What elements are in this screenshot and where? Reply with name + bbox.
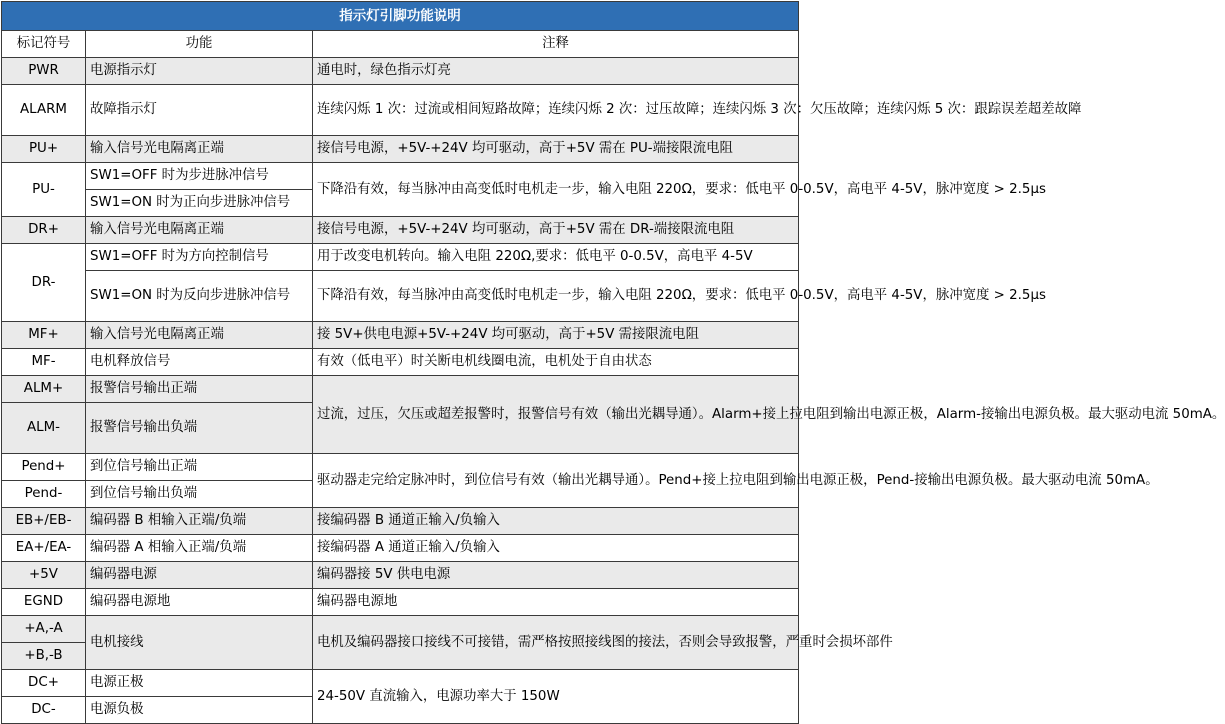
symbol-cell: MF+: [2, 322, 86, 349]
note-cell: 编码器接 5V 供电电源: [313, 562, 799, 589]
table-row: [2, 508, 799, 535]
header-symbol: 标记符号: [2, 31, 86, 58]
symbol-cell: +B,-B: [2, 643, 86, 670]
table-row: [2, 217, 799, 244]
symbol-cell: +A,-A: [2, 616, 86, 643]
note-cell: 电机及编码器接口接线不可接错，需严格按照接线图的接法，否则会导致报警，严重时会损坏部件: [313, 616, 799, 670]
symbol-cell: DR-: [2, 244, 86, 322]
note-cell: 连续闪烁 1 次：过流或相间短路故障；连续闪烁 2 次：过压故障；连续闪烁 3 次：欠压故障；连续闪烁 5 次：跟踪误差超差故障: [313, 85, 799, 136]
table-row: [2, 454, 799, 481]
function-cell: 电源负极: [86, 697, 313, 724]
function-cell: 报警信号输出负端: [86, 403, 313, 454]
table-row: [2, 58, 799, 85]
note-cell: 驱动器走完给定脉冲时，到位信号有效（输出光耦导通）。Pend+接上拉电阻到输出电源正极，Pend-接输出电源负极。最大驱动电流 50mA。: [313, 454, 799, 508]
note-cell: 24-50V 直流输入，电源功率大于 150W: [313, 670, 799, 724]
function-cell: 故障指示灯: [86, 85, 313, 136]
function-cell: SW1=ON 时为正向步进脉冲信号: [86, 190, 313, 217]
table-row: [2, 85, 799, 136]
table-row: [2, 535, 799, 562]
table-row: [2, 271, 799, 322]
function-cell: 编码器电源地: [86, 589, 313, 616]
symbol-cell: EA+/EA-: [2, 535, 86, 562]
pin-function-table: [1, 1, 1225, 724]
note-cell: 接信号电源，+5V-+24V 均可驱动，高于+5V 需在 PU-端接限流电阻: [313, 136, 799, 163]
note-cell: 编码器电源地: [313, 589, 799, 616]
table-row: [2, 136, 799, 163]
symbol-cell: ALM-: [2, 403, 86, 454]
function-cell: 编码器 A 相输入正端/负端: [86, 535, 313, 562]
table-title: 指示灯引脚功能说明: [2, 2, 799, 31]
note-cell: 下降沿有效，每当脉冲由高变低时电机走一步，输入电阻 220Ω，要求：低电平 0-0.5V，高电平 4-5V，脉冲宽度 > 2.5μs: [313, 163, 799, 217]
note-cell: 接编码器 A 通道正输入/负输入: [313, 535, 799, 562]
note-cell: 接信号电源，+5V-+24V 均可驱动，高于+5V 需在 DR-端接限流电阻: [313, 217, 799, 244]
function-cell: 电源指示灯: [86, 58, 313, 85]
symbol-cell: DR+: [2, 217, 86, 244]
function-cell: 电机释放信号: [86, 349, 313, 376]
symbol-cell: PU+: [2, 136, 86, 163]
function-cell: 电机接线: [86, 616, 313, 670]
function-cell: 输入信号光电隔离正端: [86, 217, 313, 244]
symbol-cell: PU-: [2, 163, 86, 217]
symbol-cell: EB+/EB-: [2, 508, 86, 535]
function-cell: SW1=OFF 时为方向控制信号: [86, 244, 313, 271]
table-row: [2, 322, 799, 349]
symbol-cell: DC-: [2, 697, 86, 724]
note-cell: 下降沿有效，每当脉冲由高变低时电机走一步，输入电阻 220Ω，要求：低电平 0-0.5V，高电平 4-5V，脉冲宽度 > 2.5μs: [313, 271, 799, 322]
table-row: [2, 589, 799, 616]
function-cell: SW1=ON 时为反向步进脉冲信号: [86, 271, 313, 322]
header-function: 功能: [86, 31, 313, 58]
symbol-cell: Pend+: [2, 454, 86, 481]
function-cell: 编码器 B 相输入正端/负端: [86, 508, 313, 535]
table-row: [2, 244, 799, 271]
symbol-cell: MF-: [2, 349, 86, 376]
table-row: [2, 670, 799, 697]
symbol-cell: ALARM: [2, 85, 86, 136]
note-cell: 通电时，绿色指示灯亮: [313, 58, 799, 85]
table-row: [2, 349, 799, 376]
function-cell: 输入信号光电隔离正端: [86, 136, 313, 163]
function-cell: 到位信号输出负端: [86, 481, 313, 508]
function-cell: 到位信号输出正端: [86, 454, 313, 481]
symbol-cell: ALM+: [2, 376, 86, 403]
table-row: [2, 376, 799, 403]
function-cell: SW1=OFF 时为步进脉冲信号: [86, 163, 313, 190]
function-cell: 报警信号输出正端: [86, 376, 313, 403]
table-row: [2, 616, 799, 643]
header-note: 注释: [313, 31, 799, 58]
note-cell: 接编码器 B 通道正输入/负输入: [313, 508, 799, 535]
table-row: [2, 163, 799, 190]
note-cell: 用于改变电机转向。输入电阻 220Ω,要求：低电平 0-0.5V，高电平 4-5V: [313, 244, 799, 271]
function-cell: 输入信号光电隔离正端: [86, 322, 313, 349]
symbol-cell: +5V: [2, 562, 86, 589]
note-cell: 有效（低电平）时关断电机线圈电流，电机处于自由状态: [313, 349, 799, 376]
symbol-cell: DC+: [2, 670, 86, 697]
symbol-cell: PWR: [2, 58, 86, 85]
function-cell: 电源正极: [86, 670, 313, 697]
function-cell: 编码器电源: [86, 562, 313, 589]
note-cell: 过流，过压，欠压或超差报警时，报警信号有效（输出光耦导通）。Alarm+接上拉电阻到输出电源正极，Alarm-接输出电源负极。最大驱动电流 50mA。: [313, 376, 799, 454]
symbol-cell: EGND: [2, 589, 86, 616]
table-row: [2, 562, 799, 589]
note-cell: 接 5V+供电电源+5V-+24V 均可驱动，高于+5V 需接限流电阻: [313, 322, 799, 349]
symbol-cell: Pend-: [2, 481, 86, 508]
